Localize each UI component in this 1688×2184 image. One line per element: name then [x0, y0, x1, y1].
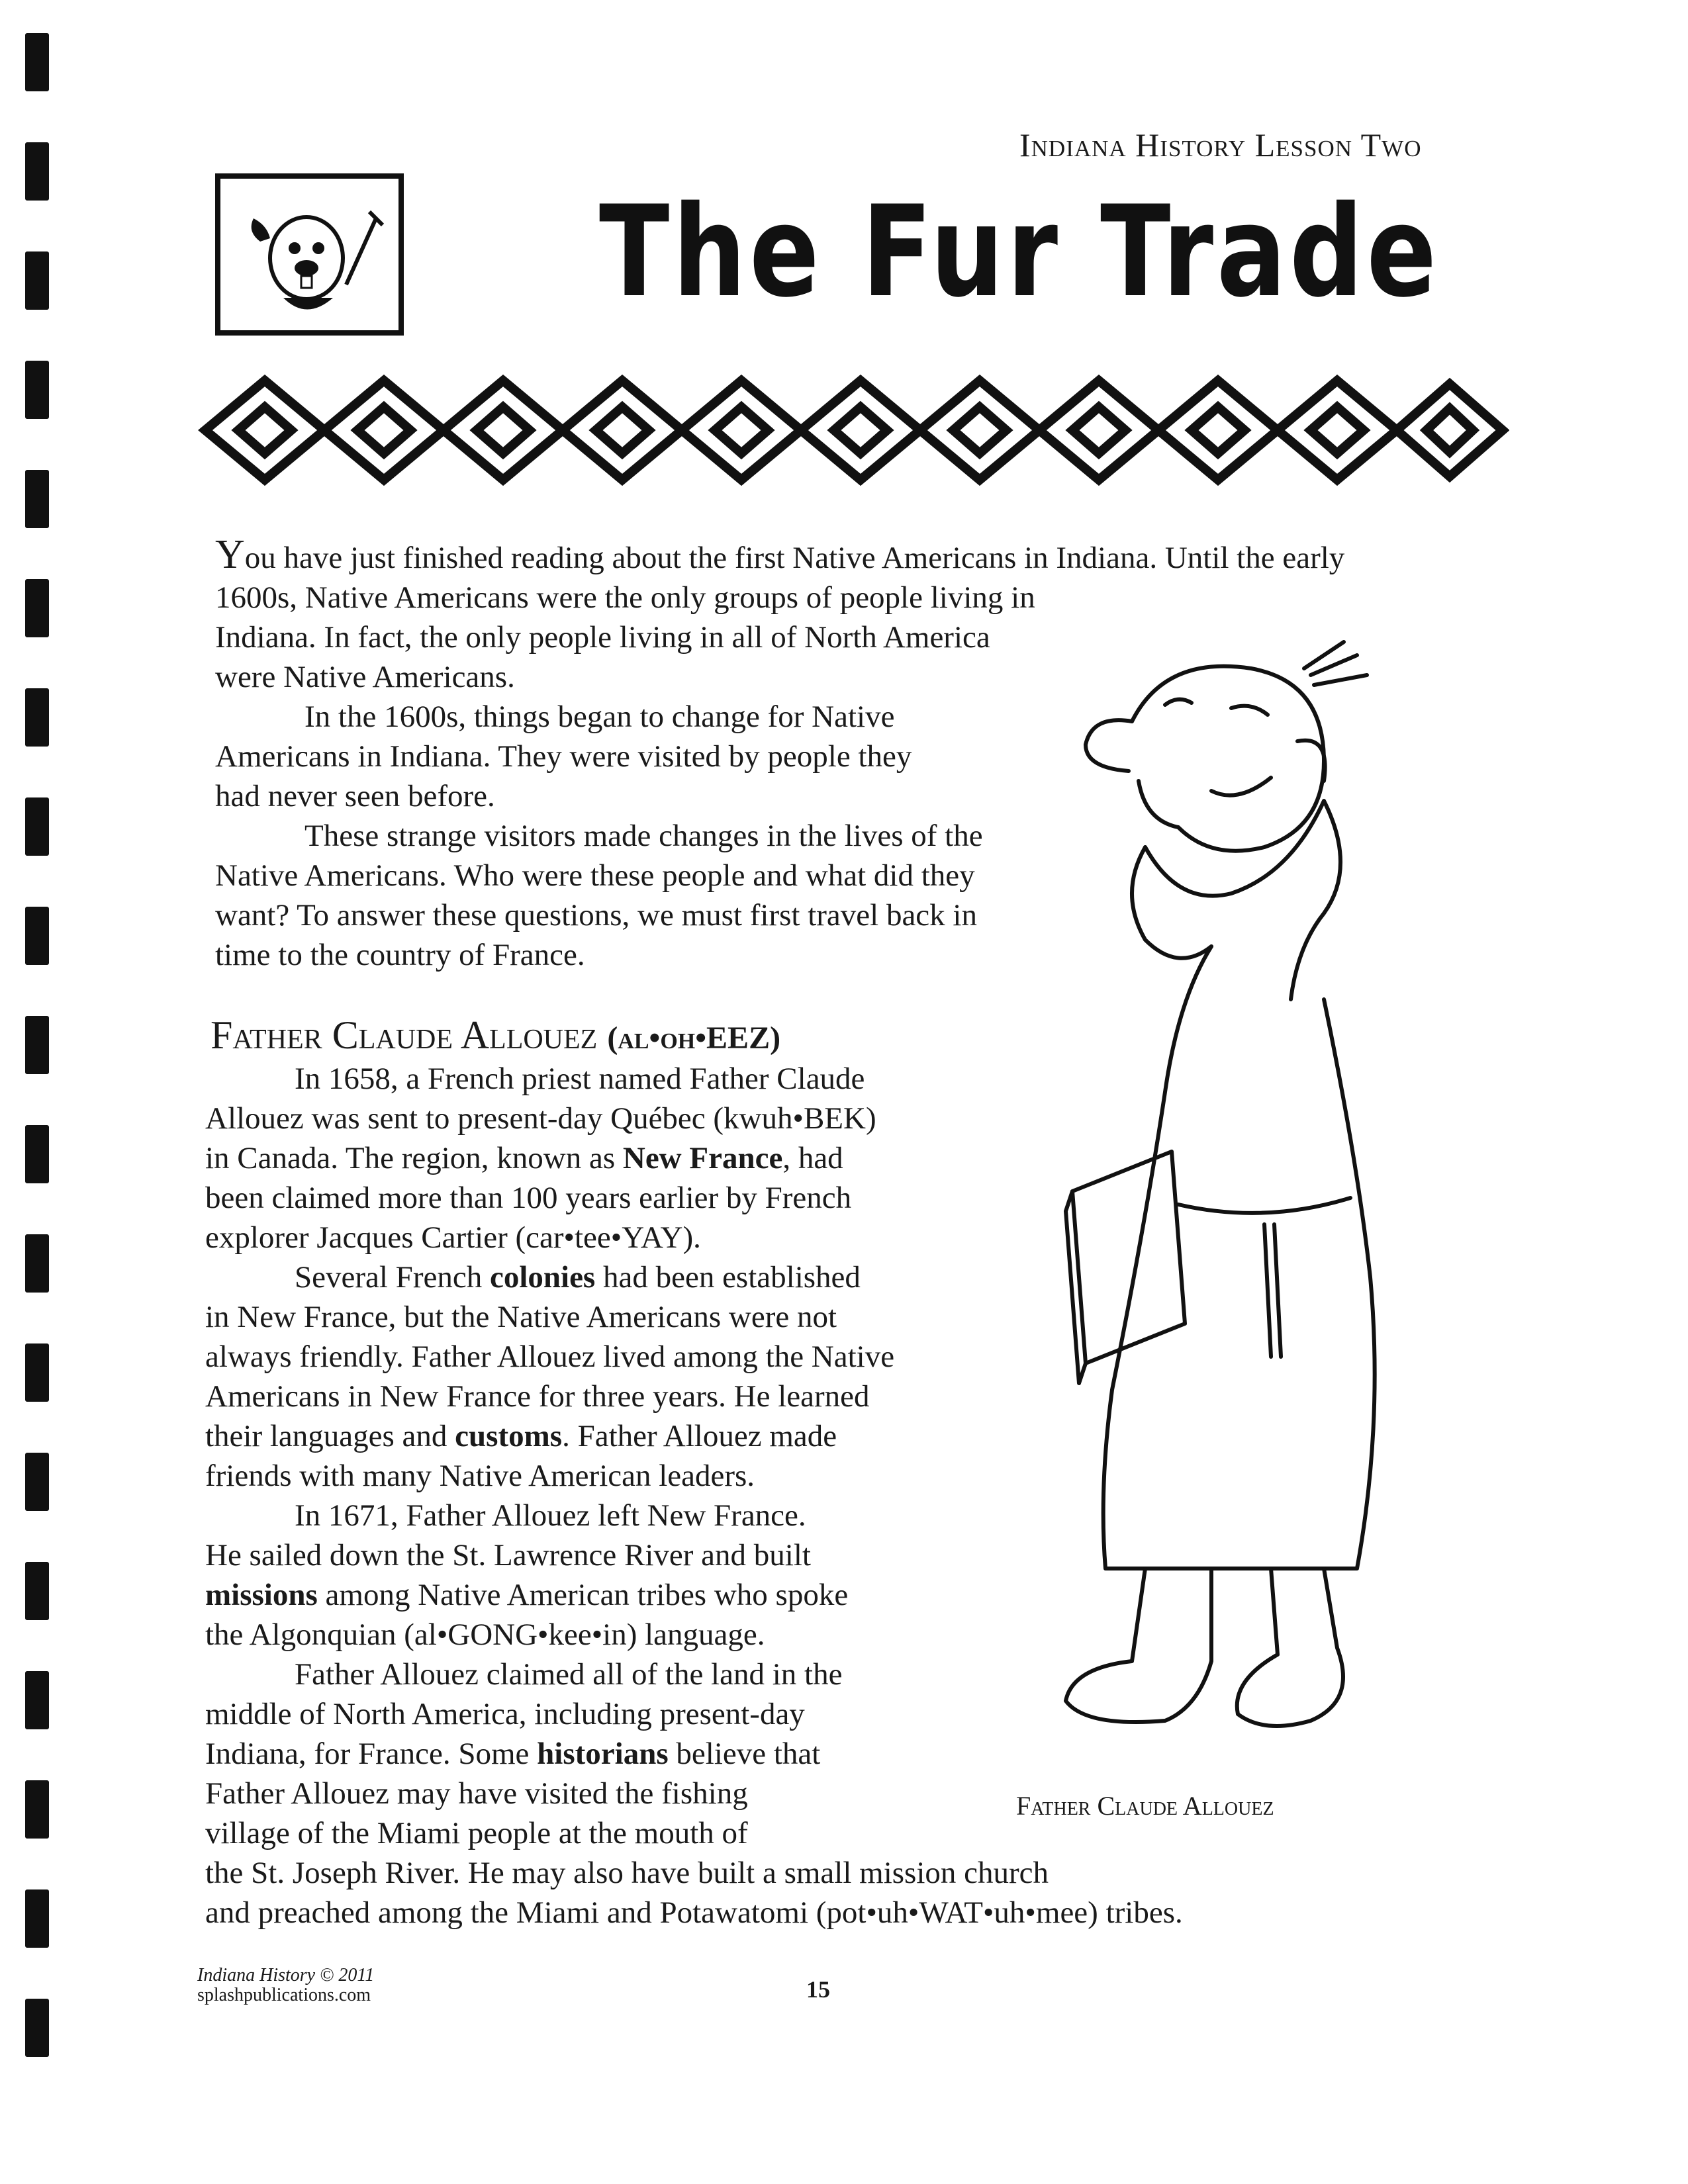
- decorative-border: [192, 367, 1509, 493]
- illustration-caption: Father Claude Allouez: [1016, 1791, 1274, 1821]
- pronunciation: (al•oh•EEZ): [607, 1021, 781, 1056]
- footer-credit: Indiana History © 2011 splashpublications.com: [197, 1965, 375, 2005]
- lesson-header: Indiana History Lesson Two: [1019, 126, 1422, 163]
- intro-text: You have just finished reading about the first Native Americans in Indiana. Until the early 1600s, Native Americans were the only groups of people living in Indiana. In fact, the only people living in all of North America were Native Americans. In the 1600s, things began to change for Native Americans in Indiana. They were visited by people they had never seen before. These strange visitors made changes in the lives of the Native Americans. Who were these people and what did they want? To answer these questions, we must first travel back in time to the country of France.: [215, 535, 1473, 975]
- page-number: 15: [806, 1976, 830, 2003]
- page-title: The Fur Trade: [599, 179, 1440, 325]
- term-historians: historians: [537, 1737, 669, 1771]
- term-customs: customs: [455, 1419, 563, 1453]
- term-missions: missions: [205, 1578, 318, 1612]
- priest-illustration: [1013, 629, 1463, 1741]
- section-body: In 1658, a French priest named Father Claude Allouez was sent to present-day Québec (kwuh•BEK) in Canada. The region, known as New France, had been claimed more than 100 years earlier by French explorer Jacques Cartier (car•tee•YAY). Several French colonies had been established in New France, but the Native Americans were not always friendly. Father Allouez lived among the Native Americans in New France for three years. He learned their languages and customs. Father Allouez made friends with many Native American leaders. In 1671, Father Allouez left New France. He sailed down the St. Lawrence River and built missions among Native American tribes who spoke the Algonquian (al•GONG•kee•in) language. Father Allouez claimed all of the land in the middle of North America, including present-day Indiana, for France. Some historians believe that Father Allouez may have visited the fishing village of the Miami people at the mouth of the St. Joseph River. He may also have built a small mission church and preached among the Miami and Potawatomi (pot•uh•WAT•uh•mee) tribes.: [205, 1062, 1183, 1930]
- intro-paragraph-1: You have just finished reading about the first Native Americans in Indiana. Until the early: [215, 532, 1345, 577]
- section-heading: Father Claude Allouez (al•oh•EEZ): [211, 1013, 781, 1057]
- beaver-logo: [215, 173, 404, 336]
- term-colonies: colonies: [489, 1260, 596, 1295]
- spiral-binding: [0, 0, 79, 2184]
- term-new-france: New France: [622, 1141, 783, 1175]
